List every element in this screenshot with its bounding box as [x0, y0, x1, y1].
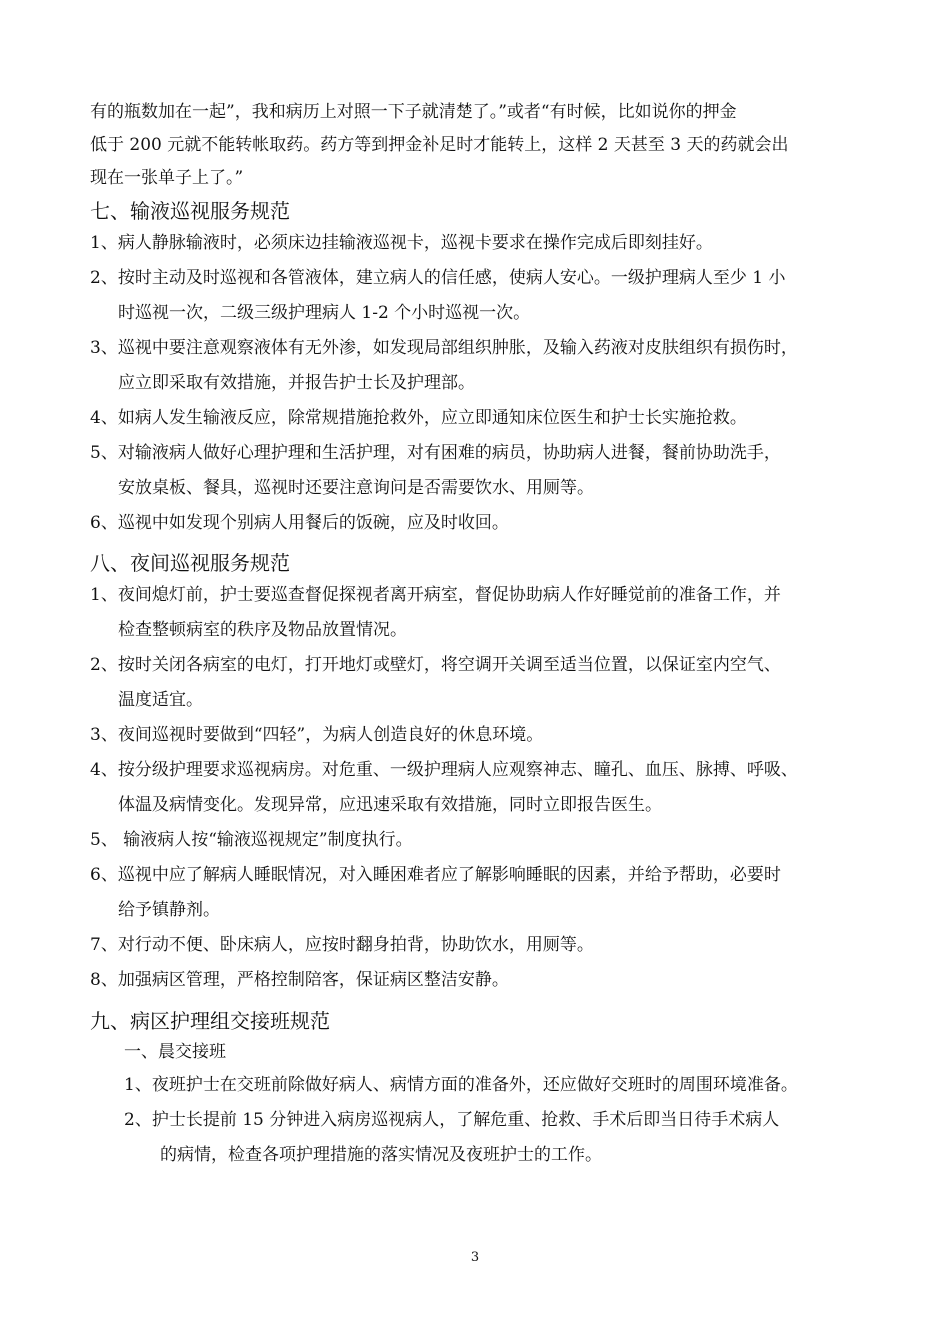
intro-line: 现在一张单子上了。”	[90, 168, 244, 188]
section-title: 九、病区护理组交接班规范	[90, 1009, 330, 1033]
section-title: 八、夜间巡视服务规范	[90, 551, 290, 575]
list-item	[90, 648, 880, 718]
item-text: 6、巡视中如发现个别病人用餐后的饭碗，应及时收回。	[90, 513, 509, 533]
item-text-continued: 检查整顿病室的秩序及物品放置情况。	[118, 620, 407, 640]
item-text: 1、夜班护士在交班前除做好病人、病情方面的准备外，还应做好交班时的周围环境准备。	[124, 1075, 798, 1095]
item-text-continued: 安放桌板、餐具，巡视时还要注意询问是否需要饮水、用厕等。	[118, 478, 594, 498]
item-text: 4、按分级护理要求巡视病房。对危重、一级护理病人应观察神志、瞳孔、血压、脉搏、呼吸、	[90, 760, 798, 780]
page-number: 3	[470, 1250, 480, 1265]
item-text: 2、按时关闭各病室的电灯，打开地灯或壁灯，将空调开关调至适当位置，以保证室内空气、	[90, 655, 781, 675]
item-text: 8、加强病区管理，严格控制陪客，保证病区整洁安静。	[90, 970, 509, 990]
item-text: 1、夜间熄灯前，护士要巡查督促探视者离开病室，督促协助病人作好睡觉前的准备工作，并	[90, 585, 781, 605]
list-item	[90, 436, 880, 506]
list-item	[90, 823, 880, 858]
item-text-continued: 体温及病情变化。发现异常，应迅速采取有效措施，同时立即报告医生。	[118, 795, 662, 815]
intro-line: 低于 200 元就不能转帐取药。药方等到押金补足时才能转上，这样 2 天甚至 3 天的药就会出	[90, 135, 789, 155]
item-text-continued: 给予镇静剂。	[118, 900, 220, 920]
item-text: 2、护士长提前 15 分钟进入病房巡视病人，了解危重、抢救、手术后即当日待手术病人	[124, 1110, 780, 1130]
list-item	[90, 261, 880, 331]
section-infusion-patrol	[90, 196, 880, 541]
list-item	[90, 226, 880, 261]
item-text-continued: 的病情，检查各项护理措施的落实情况及夜班护士的工作。	[160, 1145, 602, 1165]
section-shift-handover	[90, 1006, 880, 1173]
intro-line: 有的瓶数加在一起”，我和病历上对照一下子就清楚了。”或者“有时候，比如说你的押金	[90, 102, 737, 122]
list-item	[90, 718, 880, 753]
list-item	[90, 858, 880, 928]
item-text-continued: 温度适宜。	[118, 690, 203, 710]
item-text: 4、如病人发生输液反应，除常规措施抢救外，应立即通知床位医生和护士长实施抢救。	[90, 408, 747, 428]
item-text: 3、夜间巡视时要做到“四轻”，为病人创造良好的休息环境。	[90, 725, 544, 745]
item-text-continued: 应立即采取有效措施，并报告护士长及护理部。	[118, 373, 475, 393]
item-text: 5、 输液病人按“输液巡视规定”制度执行。	[90, 830, 413, 850]
item-text: 2、按时主动及时巡视和各管液体，建立病人的信任感，使病人安心。一级护理病人至少 1 小	[90, 268, 786, 288]
item-text: 5、对输液病人做好心理护理和生活护理，对有困难的病员，协助病人进餐，餐前协助洗手，	[90, 443, 781, 463]
list-item	[90, 753, 880, 823]
list-item	[90, 1103, 880, 1173]
item-text: 1、病人静脉输液时，必须床边挂输液巡视卡，巡视卡要求在操作完成后即刻挂好。	[90, 233, 713, 253]
list-item	[90, 963, 880, 998]
list-item	[90, 331, 880, 401]
list-item	[90, 401, 880, 436]
list-item	[90, 578, 880, 648]
item-text: 3、巡视中要注意观察液体有无外渗，如发现局部组织肿胀，及输入药液对皮肤组织有损伤时，	[90, 338, 798, 358]
list-item	[90, 928, 880, 963]
item-text: 6、巡视中应了解病人睡眠情况，对入睡困难者应了解影响睡眠的因素，并给予帮助，必要时	[90, 865, 781, 885]
intro-paragraph	[90, 96, 870, 195]
list-item	[90, 1068, 880, 1103]
list-item	[90, 506, 880, 541]
item-text: 7、对行动不便、卧床病人，应按时翻身拍背，协助饮水，用厕等。	[90, 935, 594, 955]
section-title: 七、输液巡视服务规范	[90, 199, 290, 223]
subsection-title: 一、晨交接班	[124, 1042, 226, 1062]
item-text-continued: 时巡视一次，二级三级护理病人 1-2 个小时巡视一次。	[118, 303, 531, 323]
section-night-patrol	[90, 548, 880, 998]
